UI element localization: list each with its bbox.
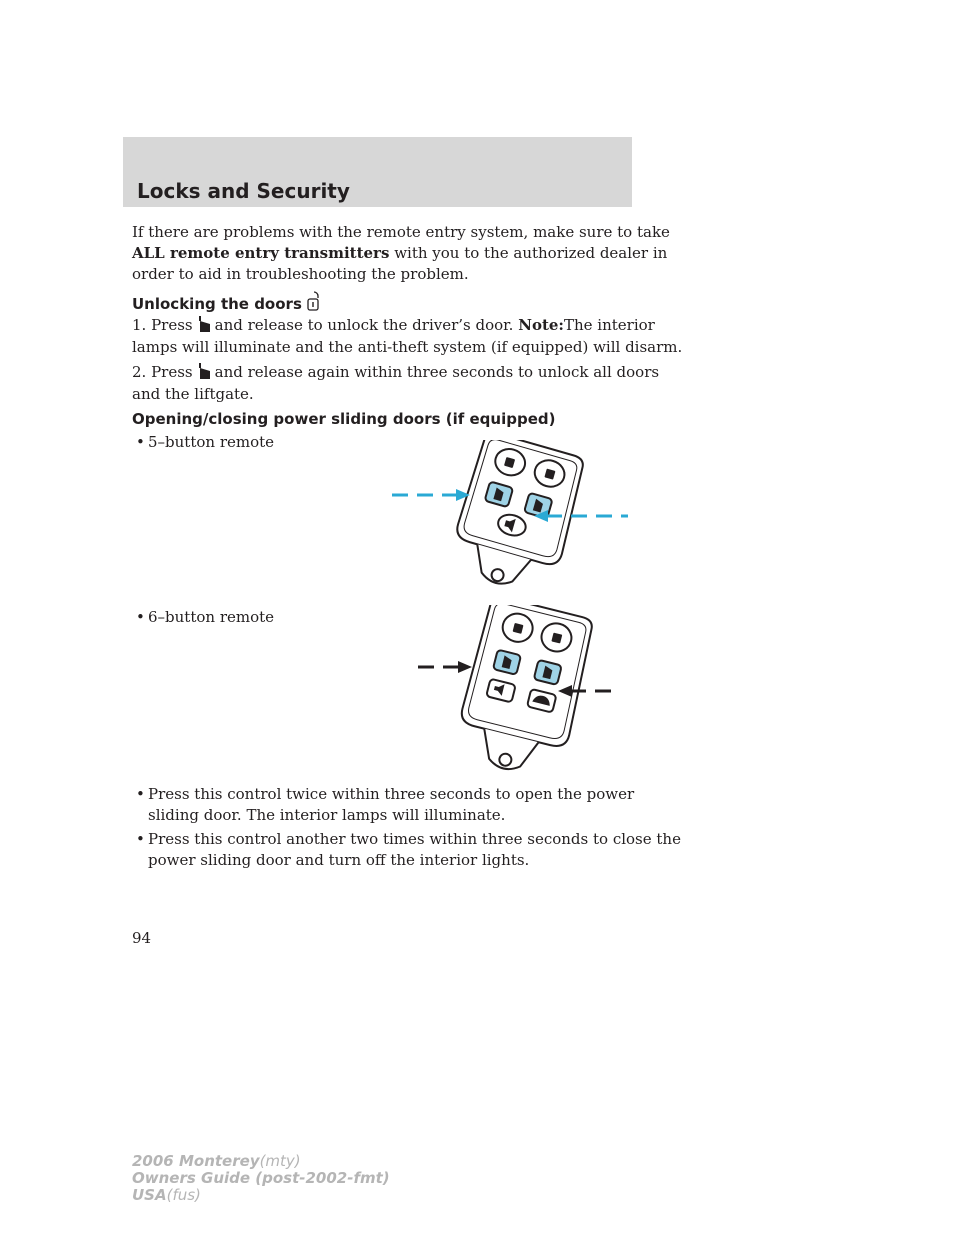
intro-line-3: order to aid in troubleshooting the problem. [132,265,469,283]
bullet-marker: • [136,830,145,848]
five-button-remote-illustration [388,440,632,590]
sliding-doors-heading: Opening/closing power sliding doors (if equipped) [132,410,556,428]
intro-emphasis: ALL remote entry transmitters [132,244,390,262]
six-button-remote-illustration [414,605,624,781]
intro-line-2 [132,243,667,264]
bullet-marker: • [136,785,145,803]
bullet-marker: • [136,608,145,626]
open-instruction-line-2: sliding door. The interior lamps will illuminate. [148,806,506,824]
step-1-prefix: 1. Press [132,316,193,334]
step-2 [132,362,659,383]
bullet-marker: • [136,433,145,451]
footer-market-code: (fus) [166,1186,201,1204]
document-footer [132,1153,390,1204]
step-1-note: The interior [563,316,655,334]
step-1-text: and release to unlock the driver’s door. [214,316,514,334]
intro-line-1: If there are problems with the remote entry system, make sure to take [132,223,670,241]
step-1-line-2: lamps will illuminate and the anti-theft system (if equipped) will disarm. [132,338,683,356]
step-2-line-2: and the liftgate. [132,385,254,403]
remote-6-label: 6–button remote [148,608,275,626]
intro-line-2-rest: with you to the authorized dealer in [394,244,668,262]
footer-model-code: (mty) [259,1152,301,1170]
unlocking-heading-text: Unlocking the doors [132,295,302,313]
open-instruction-line-1: Press this control twice within three seconds to open the power [148,785,635,803]
door-unlock-icon [197,362,213,380]
section-title: Locks and Security [137,179,350,203]
unlocking-heading [132,290,324,313]
step-1-note-label: Note: [518,316,564,334]
step-1 [132,315,655,336]
close-instruction-line-2: power sliding door and turn off the interior lights. [148,851,530,869]
door-unlock-icon [197,315,213,333]
footer-market: USA [132,1186,167,1204]
page-number: 94 [132,929,152,947]
step-2-prefix: 2. Press [132,363,193,381]
footer-model: 2006 Monterey [132,1152,260,1170]
close-instruction-line-1: Press this control another two times within three seconds to close the [148,830,681,848]
remote-5-label: 5–button remote [148,433,275,451]
unlock-icon [306,290,322,312]
step-2-text: and release again within three seconds to unlock all doors [214,363,660,381]
footer-guide: Owners Guide (post-2002-fmt) [132,1169,390,1187]
